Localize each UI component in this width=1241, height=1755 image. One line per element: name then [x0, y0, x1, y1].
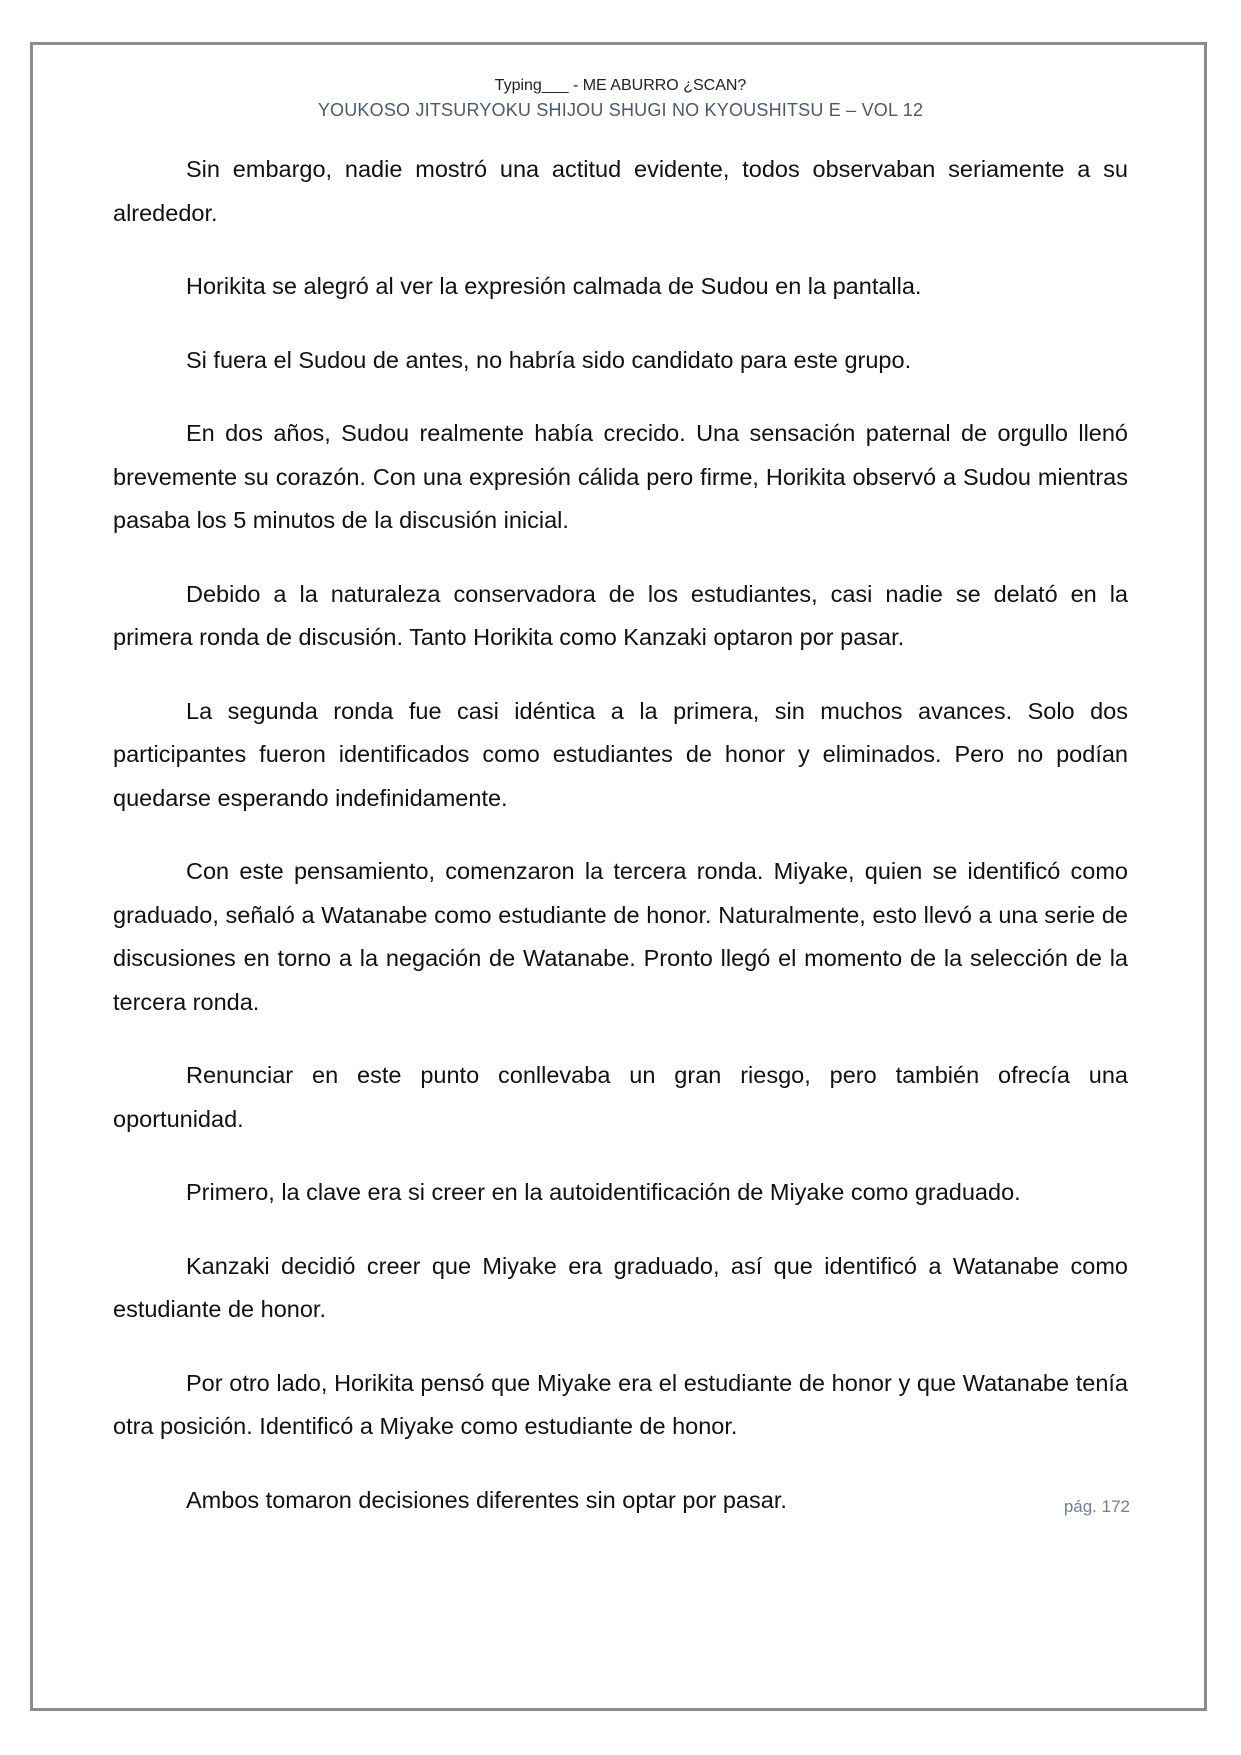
paragraph: Con este pensamiento, comenzaron la tercera ronda. Miyake, quien se identificó como graduado, señaló a Watanabe como estudiante de honor. Naturalmente, esto llevó a una serie de discusiones en torno a la negación de Watanabe. Pronto llegó el momento de la selección de la tercera ronda.	[113, 858, 1128, 1015]
paragraph: Renunciar en este punto conllevaba un gran riesgo, pero también ofrecía una oportunidad.	[113, 1062, 1128, 1132]
header-typing-credit: Typing___ - ME ABURRO ¿SCAN?	[494, 77, 747, 94]
paragraph: La segunda ronda fue casi idéntica a la primera, sin muchos avances. Solo dos participantes fueron identificados como estudiantes de honor y eliminados. Pero no podían quedarse esperando indefinidamente.	[113, 697, 1128, 811]
header-book-title: YOUKOSO JITSURYOKU SHIJOU SHUGI NO KYOUSHITSU E – VOL 12	[317, 100, 924, 120]
paragraph: Kanzaki decidió creer que Miyake era graduado, así que identificó a Watanabe como estudiante de honor.	[113, 1252, 1128, 1322]
document-body	[113, 148, 1128, 1552]
page-header	[0, 75, 1241, 123]
paragraph: Por otro lado, Horikita pensó que Miyake era el estudiante de honor y que Watanabe tenía otra posición. Identificó a Miyake como estudiante de honor.	[113, 1369, 1128, 1439]
paragraph: Debido a la naturaleza conservadora de los estudiantes, casi nadie se delató en la primera ronda de discusión. Tanto Horikita como Kanzaki optaron por pasar.	[113, 580, 1128, 650]
paragraph: Ambos tomaron decisiones diferentes sin optar por pasar.	[186, 1486, 787, 1513]
paragraph: En dos años, Sudou realmente había crecido. Una sensación paternal de orgullo llenó brevemente su corazón. Con una expresión cálida pero firme, Horikita observó a Sudou mientras pasaba los 5 minutos de la discusión inicial.	[113, 420, 1128, 533]
paragraph: Primero, la clave era si creer en la autoidentificación de Miyake como graduado.	[186, 1179, 1021, 1205]
paragraph: Si fuera el Sudou de antes, no habría sido candidato para este grupo.	[186, 346, 912, 373]
page-number: pág. 172	[1063, 1497, 1130, 1516]
paragraph: Sin embargo, nadie mostró una actitud evidente, todos observaban seriamente a su alrededor.	[113, 156, 1128, 226]
paragraph: Horikita se alegró al ver la expresión calmada de Sudou en la pantalla.	[186, 273, 922, 299]
